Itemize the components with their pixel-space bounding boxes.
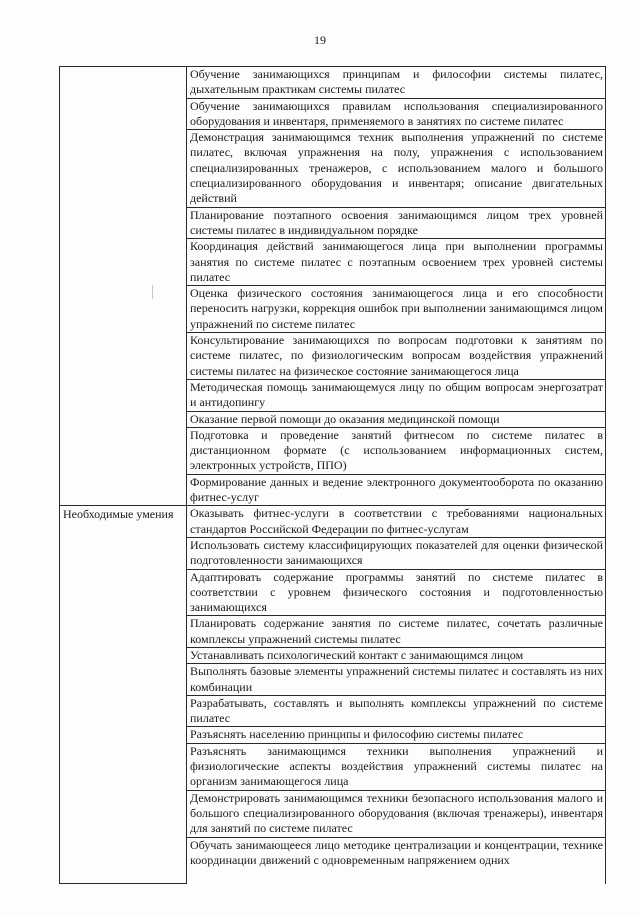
skill-item: Выполнять базовые элементы упражнений системы пилатес и составлять из них комбинации <box>187 664 606 696</box>
skill-item: Устанавливать психологический контакт с занимающимся лицом <box>187 647 606 663</box>
action-item: Формирование данных и ведение электронного документооборота по оказанию фитнес-услуг <box>187 474 606 506</box>
action-item: Планирование поэтапного освоения занимающимся лицом трех уровней системы пилатес в индивидуальном порядке <box>187 207 606 239</box>
skill-item: Оказывать фитнес-услуги в соответствии с требованиями национальных стандартов Российской Федерации по фитнес-услугам <box>187 506 606 538</box>
skill-item-text: Обучать занимающееся лицо методике централизации и концентрации, технике координации движений с одновременным напряжением одних <box>190 837 603 867</box>
skill-item: Разъяснять занимающимся техники выполнения упражнений и физиологические аспекты воздействия упражнений системы пилатес на организм занимающегося лица <box>187 743 606 790</box>
skill-item: Разъяснять населению принципы и философию системы пилатес <box>187 727 606 743</box>
row-label-skills: Необходимые умения <box>60 506 187 884</box>
skill-item-continued <box>187 837 606 884</box>
action-item: Методическая помощь занимающемуся лицу по общим вопросам энергозатрат и антидопингу <box>187 379 606 411</box>
action-item: Подготовка и проведение занятий фитнесом по системе пилатес в дистанционном формате (с использованием информационных систем, электронных устройств, ППО) <box>187 427 606 474</box>
row-label-empty <box>60 67 187 506</box>
action-item: Обучение занимающихся правилам использования специализированного оборудования и инвентаря, применяемого в занятиях по системе пилатес <box>187 98 606 130</box>
action-item: Обучение занимающихся принципам и философии системы пилатес, дыхательным практикам системы пилатес <box>187 67 606 99</box>
requirements-table <box>59 66 606 884</box>
page-number: 19 <box>314 33 326 47</box>
skill-item: Планировать содержание занятия по системе пилатес, сочетать различные комплексы упражнений системы пилатес <box>187 616 606 648</box>
action-item: Консультирование занимающихся по вопросам подготовки к занятиям по системе пилатес, по физиологическим вопросам воздействия упражнений системы пилатес на физическое состояние занимающегося лица <box>187 333 606 380</box>
scan-artifact <box>152 285 153 299</box>
skill-item: Демонстрировать занимающимся техники безопасного использования малого и большого специализированного оборудования (включая тренажеры), инвентаря для занятий по системе пилатес <box>187 790 606 837</box>
action-item: Демонстрация занимающимся техник выполнения упражнений по системе пилатес, включая упражнения на полу, упражнения с использованием специализированных тренажеров, с использованием малого и большого специализированного оборудования и инвентаря; описание двигательных действий <box>187 130 606 207</box>
action-item: Координация действий занимающегося лица при выполнении программы занятия по системе пилатес с поэтапным освоением трех уровней системы пилатес <box>187 239 606 286</box>
action-item: Оценка физического состояния занимающегося лица и его способности переносить нагрузки, коррекция ошибок при выполнении занимающимся лицом упражнений по системе пилатес <box>187 286 606 333</box>
table-row <box>60 506 606 538</box>
action-item: Оказание первой помощи до оказания медицинской помощи <box>187 411 606 427</box>
skill-item: Разрабатывать, составлять и выполнять комплексы упражнений по системе пилатес <box>187 695 606 727</box>
table-row <box>60 67 606 99</box>
skill-item: Использовать систему классифицирующих показателей для оценки физической подготовленности занимающихся <box>187 537 606 569</box>
skill-item: Адаптировать содержание программы занятий по системе пилатес в соответствии с уровнем физического состояния и подготовленностью занимающихся <box>187 569 606 616</box>
